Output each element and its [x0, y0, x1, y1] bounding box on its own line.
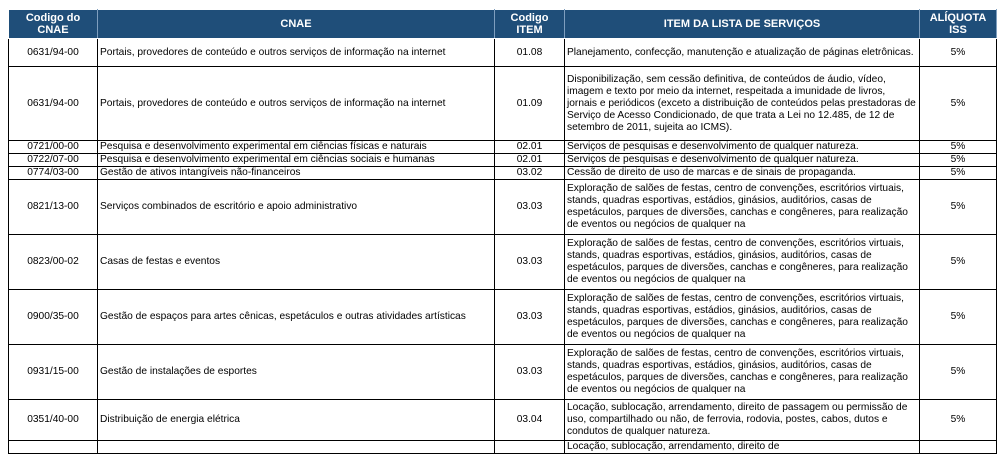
cell-item-lista: Locação, sublocação, arrendamento, direito de — [565, 441, 920, 454]
table-row — [9, 235, 997, 290]
table-row — [9, 167, 997, 180]
cell-item-lista: Serviços de pesquisas e desenvolvimento de qualquer natureza. — [565, 141, 920, 154]
cell-item-lista: Disponibilização, sem cessão definitiva, de conteúdos de áudio, vídeo, imagem e texto por meio da internet, respeitada a imunidade de livros, jornais e periódicos (exceto a distribuição de conteúdos pelas prestadoras de Serviço de Acesso Condicionado, de que trata a Lei no 12.485, de 12 de setembro de 2011, sujeita ao ICMS). — [565, 67, 920, 141]
cell-codigo-item — [495, 441, 565, 454]
cell-item-lista: Planejamento, confecção, manutenção e atualização de páginas eletrônicas. — [565, 39, 920, 67]
cell-item-lista: Exploração de salões de festas, centro de convenções, escritórios virtuais, stands, quadras esportivas, estádios, ginásios, auditórios, casas de espetáculos, parques de diversões, canchas e congêneres, para realização de eventos ou negócios de qualquer na — [565, 290, 920, 345]
cell-aliquota: 5% — [920, 235, 997, 290]
iss-services-table — [8, 9, 997, 454]
cell-cnae: Gestão de ativos intangíveis não-financeiros — [98, 167, 495, 180]
cell-codigo-item: 01.08 — [495, 39, 565, 67]
cell-codigo-cnae: 0631/94-00 — [9, 67, 98, 141]
cell-codigo-item: 03.04 — [495, 400, 565, 441]
header-codigo-item: Codigo ITEM — [495, 10, 565, 39]
cell-codigo-item: 02.01 — [495, 141, 565, 154]
cell-codigo-cnae: 0631/94-00 — [9, 39, 98, 67]
cell-aliquota: 5% — [920, 141, 997, 154]
cell-codigo-cnae — [9, 441, 98, 454]
cell-cnae: Gestão de espaços para artes cênicas, espetáculos e outras atividades artísticas — [98, 290, 495, 345]
cell-item-lista: Locação, sublocação, arrendamento, direito de passagem ou permissão de uso, compartilhado ou não, de ferrovia, rodovia, postes, cabos, dutos e condutos de qualquer natureza. — [565, 400, 920, 441]
table-row — [9, 39, 997, 67]
cell-aliquota: 5% — [920, 167, 997, 180]
table-row — [9, 180, 997, 235]
cell-cnae: Serviços combinados de escritório e apoio administrativo — [98, 180, 495, 235]
cell-cnae: Portais, provedores de conteúdo e outros serviços de informação na internet — [98, 39, 495, 67]
cell-cnae: Distribuição de energia elétrica — [98, 400, 495, 441]
header-aliquota-iss: ALÍQUOTA ISS — [920, 10, 997, 39]
table-row — [9, 290, 997, 345]
cell-aliquota: 5% — [920, 154, 997, 167]
cell-cnae: Pesquisa e desenvolvimento experimental em ciências sociais e humanas — [98, 154, 495, 167]
cell-codigo-cnae: 0721/00-00 — [9, 141, 98, 154]
cell-aliquota: 5% — [920, 67, 997, 141]
cell-item-lista: Serviços de pesquisas e desenvolvimento de qualquer natureza. — [565, 154, 920, 167]
table-row — [9, 345, 997, 400]
cell-codigo-item: 01.09 — [495, 67, 565, 141]
table-row — [9, 400, 997, 441]
cell-codigo-cnae: 0823/00-02 — [9, 235, 98, 290]
cell-cnae: Pesquisa e desenvolvimento experimental em ciências físicas e naturais — [98, 141, 495, 154]
cell-aliquota: 5% — [920, 290, 997, 345]
table-row — [9, 141, 997, 154]
cell-codigo-cnae: 0722/07-00 — [9, 154, 98, 167]
cell-aliquota — [920, 441, 997, 454]
cell-aliquota: 5% — [920, 400, 997, 441]
cell-codigo-item: 03.03 — [495, 345, 565, 400]
cell-item-lista: Cessão de direito de uso de marcas e de sinais de propaganda. — [565, 167, 920, 180]
table-row — [9, 441, 997, 454]
cell-codigo-item: 03.02 — [495, 167, 565, 180]
table-row — [9, 67, 997, 141]
cell-item-lista: Exploração de salões de festas, centro de convenções, escritórios virtuais, stands, quadras esportivas, estádios, ginásios, auditórios, casas de espetáculos, parques de diversões, canchas e congêneres, para realização de eventos ou negócios de qualquer na — [565, 235, 920, 290]
cell-codigo-cnae: 0900/35-00 — [9, 290, 98, 345]
cell-codigo-cnae: 0821/13-00 — [9, 180, 98, 235]
cell-codigo-item: 02.01 — [495, 154, 565, 167]
cell-cnae — [98, 441, 495, 454]
cell-codigo-cnae: 0931/15-00 — [9, 345, 98, 400]
cell-codigo-cnae: 0351/40-00 — [9, 400, 98, 441]
cell-aliquota: 5% — [920, 345, 997, 400]
cell-codigo-cnae: 0774/03-00 — [9, 167, 98, 180]
cell-codigo-item: 03.03 — [495, 180, 565, 235]
iss-table-sheet — [8, 9, 996, 454]
cell-aliquota: 5% — [920, 180, 997, 235]
header-codigo-cnae: Codigo do CNAE — [9, 10, 98, 39]
header-item-lista: ITEM DA LISTA DE SERVIÇOS — [565, 10, 920, 39]
cell-cnae: Casas de festas e eventos — [98, 235, 495, 290]
table-row — [9, 154, 997, 167]
cell-item-lista: Exploração de salões de festas, centro de convenções, escritórios virtuais, stands, quadras esportivas, estádios, ginásios, auditórios, casas de espetáculos, parques de diversões, canchas e congêneres, para realização de eventos ou negócios de qualquer na — [565, 180, 920, 235]
cell-codigo-item: 03.03 — [495, 235, 565, 290]
cell-cnae: Portais, provedores de conteúdo e outros serviços de informação na internet — [98, 67, 495, 141]
cell-codigo-item: 03.03 — [495, 290, 565, 345]
cell-cnae: Gestão de instalações de esportes — [98, 345, 495, 400]
cell-aliquota: 5% — [920, 39, 997, 67]
cell-item-lista: Exploração de salões de festas, centro de convenções, escritórios virtuais, stands, quadras esportivas, estádios, ginásios, auditórios, casas de espetáculos, parques de diversões, canchas e congêneres, para realização de eventos ou negócios de qualquer na — [565, 345, 920, 400]
table-header-row — [9, 10, 997, 39]
header-cnae: CNAE — [98, 10, 495, 39]
